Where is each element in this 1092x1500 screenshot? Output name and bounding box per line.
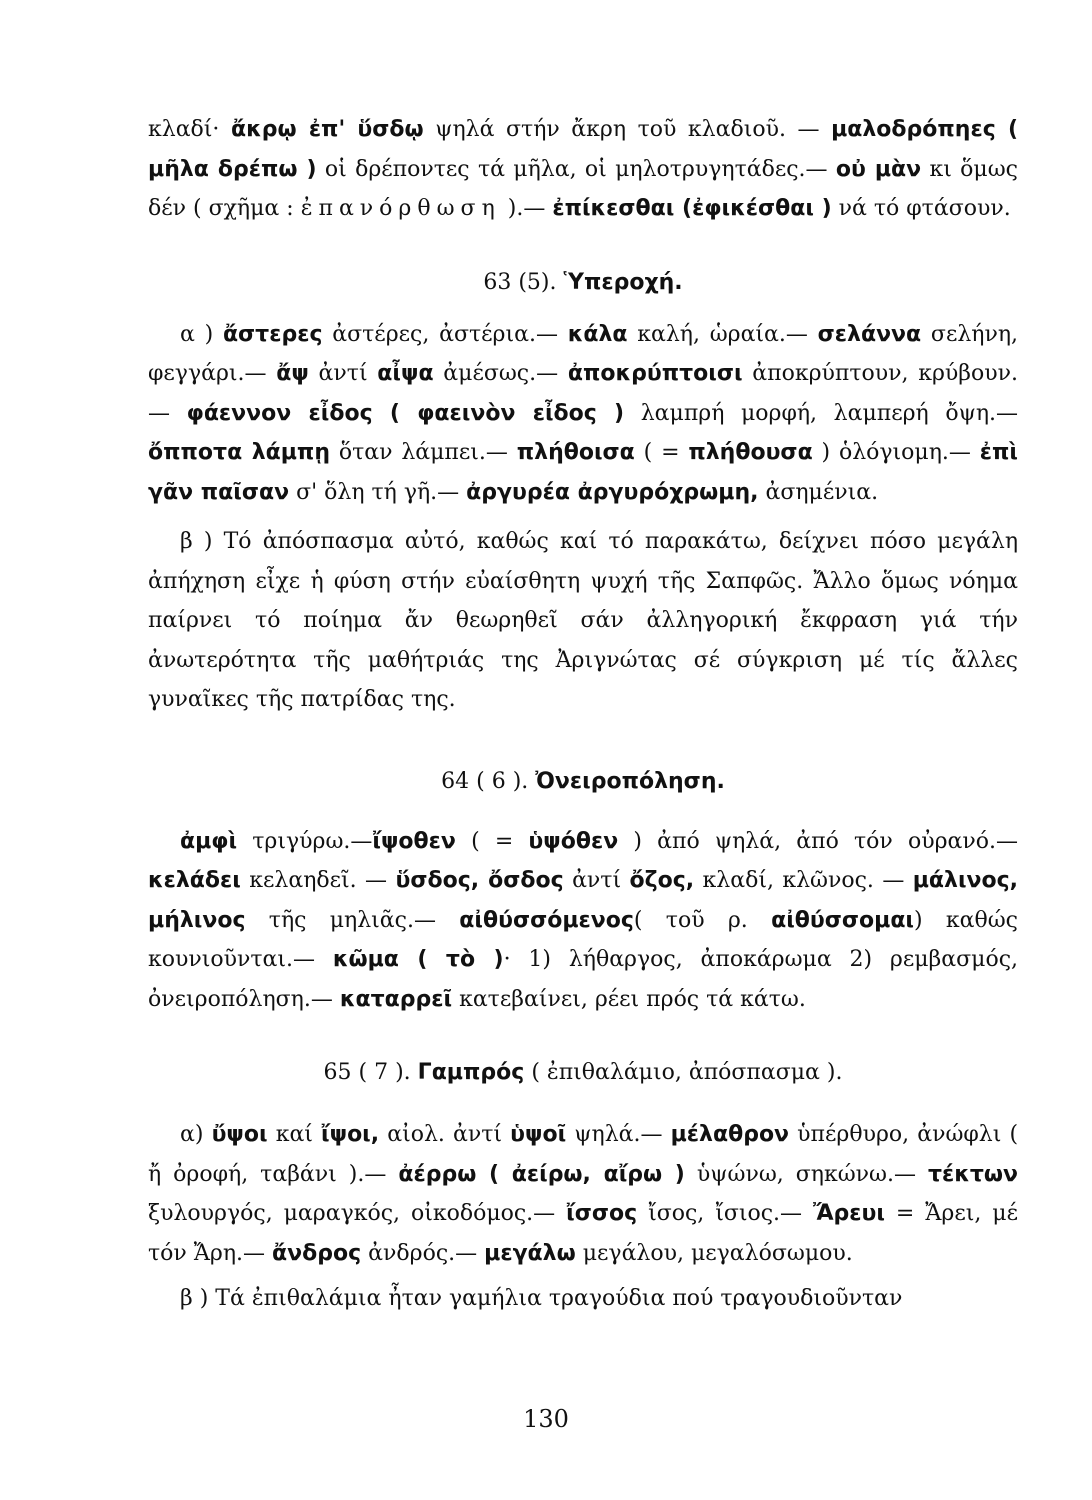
term: ἄνδρος [272,1240,362,1266]
term: αἰθύσσομαι [771,907,915,933]
note-text: Τό ἀπόσπασμα αὐτό, καθώς καί τό παρακάτω, δείχνει πόσο μεγάλη ἀπήχηση εἶχε ἡ φύση στήν εὐαίσθητη ψυχή τῆς Σαπφῶς. Ἄλλο ὅμως νόημα παίρνει τό ποίημα ἄν θεωρηθεῖ σάν ἀλληγορική ἔκφραση γιά τήν ἀνωτερότητα τῆς μαθήτριάς της Ἀριγνώτας σέ σύγκριση μέ τίς ἄλλες γυναῖκες τῆς πατρίδας της. [148,529,1018,712]
text-run: ψηλά.— [574,1122,663,1147]
text-run: · 1) λήθαργος, ἀποκάρωμα 2) ρεμβασμός, ὀνειροπόληση.— [148,947,1019,1012]
text-run: μεγάλου, μεγαλόσωμου. [582,1240,853,1266]
page-body [148,110,1018,1319]
term: ὔψοι [211,1122,268,1147]
term: ἴσσος [566,1201,638,1226]
text-run: ) καθώς κουνιοῦνται.— [148,907,1018,972]
section-65-note-a [148,1115,1018,1273]
section-title: Γαμπρός [417,1060,525,1085]
text-run: ἀστέρες, ἀστέρια.— [332,321,558,347]
term: ἀποκρύπτοισι [567,361,743,386]
section-subnumber: ( 7 ). [358,1060,411,1085]
section-title: Ὑπεροχή. [563,269,683,295]
text-run: ἀσημένια. [765,479,879,505]
term: πλήθουσα [688,440,813,465]
text-run: ἀποκρύπτουν, κρύβουν.— [148,361,1018,426]
text-run: ὑψώνω, σηκώνω.— [696,1161,916,1187]
term: ἄψ [276,361,309,386]
text-run: ) ἀπό ψηλά, ἀπό τόν οὐρανό.— [633,828,1018,854]
text-run: καί [275,1122,313,1147]
note-label: β ) [180,1286,209,1311]
spaced-term: ἐπανόρθωση [300,196,501,221]
term: κάλα [567,321,628,347]
section-64-notes [148,822,1018,1020]
term: ἀργυρέα ἀργυρόχρωμη, [466,479,759,505]
text-run: οἱ δρέποντες τά μῆλα, οἱ μηλοτρυγητάδες.— [324,156,828,182]
term: καταρρεῖ [339,986,453,1012]
term: οὐ μὰν [835,156,922,182]
term: κῶμα ( τὸ ) [332,947,504,972]
term: αἶψα [377,361,434,386]
section-title: Ὀνειροπόληση. [535,768,725,794]
text-run: ὅταν λάμπει.— [338,440,508,465]
text-run: ( τοῦ ρ. [633,907,748,933]
text-run: κατεβαίνει, ρέει πρός τά κάτω. [459,986,806,1012]
term: ἴψοθεν [372,828,456,854]
term: Ἄρευι [812,1201,885,1226]
section-number: 64 [441,768,470,794]
text-run: ( = [471,828,529,854]
term: ἴψοι, [321,1122,380,1147]
text-run: τριγύρω.— [252,828,373,854]
note-label: β ) [180,529,213,554]
term: μάλινος, μήλινος [148,868,1019,933]
term: ἄστερες [222,321,323,347]
text-run: ξυλουργός, μαραγκός, οἰκοδόμος.— [148,1201,556,1226]
text-run: λαμπρή μορφή, λαμπερή ὄψη.— [640,400,1018,426]
term: αἰθύσσόμενος [459,907,634,933]
section-65-note-b [148,1279,1018,1319]
section-63-note-b [148,522,1018,720]
term: ἐπίκεσθαι (ἐφικέσθαι ) [552,196,832,221]
term: πλήθοισα [516,440,635,465]
term: μαλοδρόπηες ( μῆλα δρέπω ) [148,117,1019,182]
term: ὄπποτα λάμπῃ [148,440,330,465]
term: ὕσδος, ὄσδος [395,868,564,893]
text-run: νά τό φτάσουν. [838,196,1011,221]
text-run: σ' ὅλη τή γῆ.— [296,479,460,505]
text-run: καλή, ὡραία.— [637,321,808,347]
term: μέλαθρον [670,1122,790,1147]
term: τέκτων [927,1161,1019,1187]
text-run: ἀμέσως.— [443,361,559,386]
term: ἄκρῳ ἐπ' ὕσδῳ [230,117,424,142]
section-subnumber: ( 6 ). [476,768,529,794]
text-run: ψηλά στήν ἄκρη τοῦ κλαδιοῦ. — [435,117,820,142]
text-run: κι ὅμως δέν ( σχῆμα : [148,156,1018,221]
section-63-note-a [148,315,1018,513]
text-run: ἴσος, ἴσιος.— [648,1201,803,1226]
note-text: Τά ἐπιθαλάμια ἦταν γαμήλια τραγούδια πού τραγουδιοῦνταν [215,1286,903,1311]
text-run: ( = [643,440,689,465]
page-number: 130 [523,1405,569,1433]
text-run: ὑπέρθυρο, ἀνώφλι ( ἤ ὀροφή, ταβάνι ).— [148,1122,1019,1187]
section-63-heading [148,263,1018,303]
term: ὑψοῖ [510,1122,567,1147]
term: ἀμφὶ [180,828,238,854]
note-label: α) [180,1122,204,1147]
text-run: αἰολ. ἀντί [387,1122,503,1147]
text-run: ) ὁλόγιομη.— [821,440,971,465]
term: φάεννον εἶδος ( φαεινὸν εἶδος ) [186,400,625,426]
text-run: ἀνδρός.— [368,1240,478,1266]
continuation-paragraph [148,110,1018,229]
term: κελάδει [148,868,241,893]
section-note: ( ἐπιθαλάμιο, ἀπόσπασμα ). [531,1060,843,1085]
section-number: 63 [483,269,512,295]
term: ὄζος, [629,868,695,893]
text-run: τῆς μηλιᾶς.— [268,907,436,933]
term: ὑψόθεν [528,828,619,854]
section-64-heading [148,762,1018,802]
section-number: 65 [323,1060,352,1085]
term: μεγάλω [484,1240,576,1266]
text-run: κελαηδεῖ. — [249,868,388,893]
section-subnumber: (5). [518,269,557,295]
section-65-heading [148,1053,1018,1093]
note-label: α ) [180,321,214,347]
text-run: ἀντί [572,868,622,893]
text-run: κλαδί, κλῶνος. — [702,868,905,893]
term: ἐπὶ γᾶν παῖσαν [148,440,1018,505]
term: ἀέρρω ( ἀείρω, αἴρω ) [398,1161,685,1187]
text-run: ἀντί [318,361,368,386]
text-run: σελήνη, φεγγάρι.— [148,321,1019,386]
text-run: κλαδί· [148,117,220,142]
term: σελάννα [817,321,922,347]
text-run: = Ἄρει, μέ τόν Ἄρη.— [148,1201,1018,1266]
text-run: ).— [507,196,546,221]
